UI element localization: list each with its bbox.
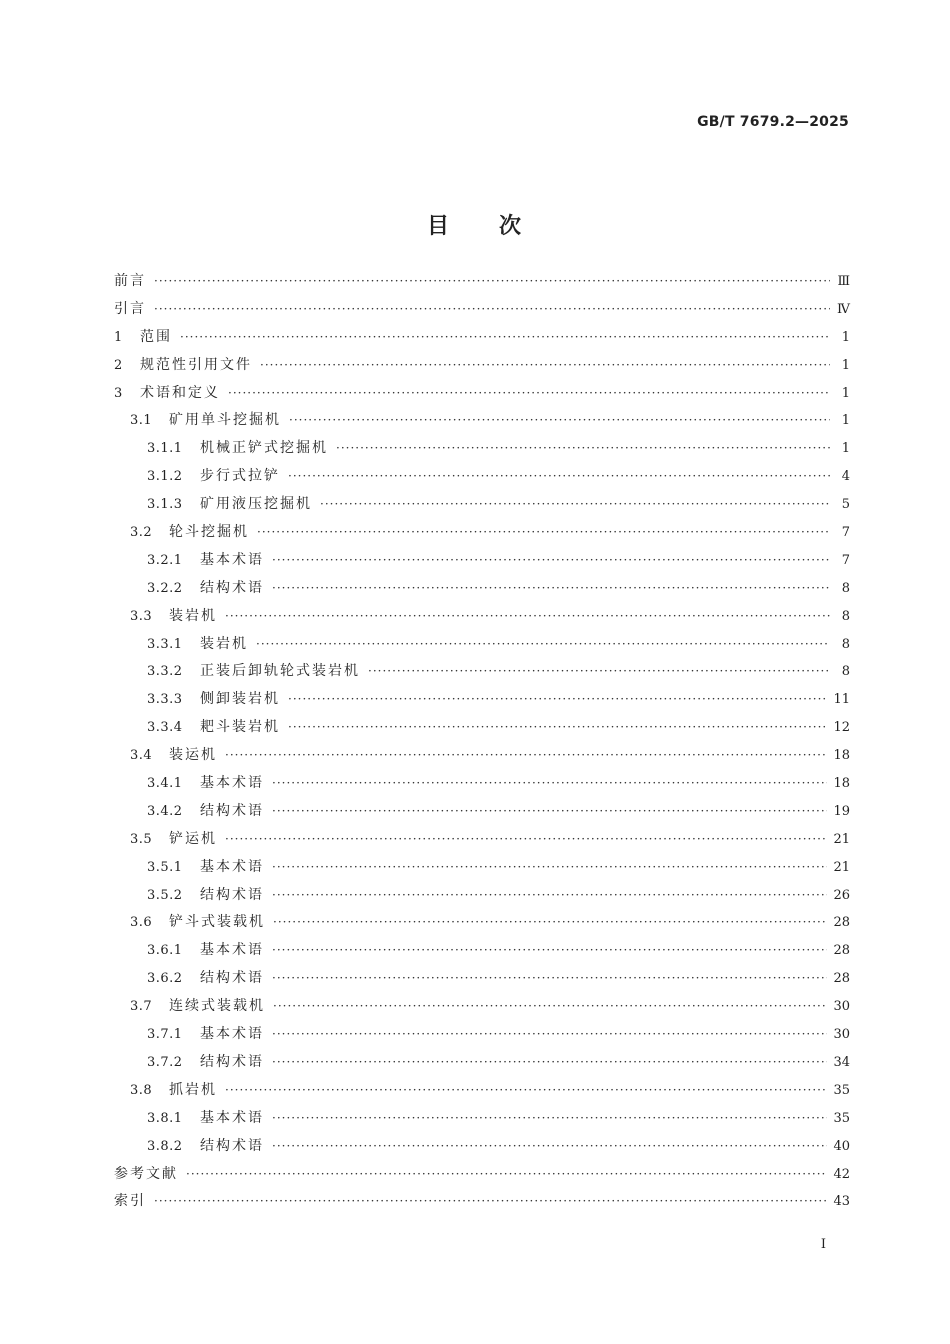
toc-entry[interactable]: [114, 856, 850, 884]
toc-entry[interactable]: [114, 549, 850, 577]
title-char-2: 次: [499, 213, 524, 239]
toc-entry-number: 3.6.1: [147, 943, 183, 959]
toc-entry-title: 基本术语: [200, 775, 264, 792]
toc-entry-title: 基本术语: [200, 1026, 264, 1043]
toc-entry-number: 3.2.1: [147, 552, 183, 568]
toc-dot-leader: [272, 804, 827, 818]
toc-entry-title: 结构术语: [200, 1053, 264, 1070]
toc-entry-title: 装岩机: [169, 607, 217, 624]
toc-entry-number: 2: [114, 357, 123, 373]
toc-dot-leader: [336, 441, 830, 455]
toc-entry-page: 35: [833, 1082, 850, 1098]
toc-dot-leader: [272, 888, 827, 902]
toc-entry-number: 3.4.1: [147, 776, 183, 792]
standard-code: GB/T 7679.2—2025: [697, 114, 849, 130]
toc-dot-leader: [272, 1111, 827, 1125]
toc-entry-page: 1: [841, 441, 850, 457]
toc-entry-number: 1: [114, 329, 123, 345]
toc-entry-title: 基本术语: [200, 1109, 264, 1126]
toc-entry-number: 3.8.2: [147, 1138, 183, 1154]
toc-entry-number: 3.1: [130, 413, 153, 429]
toc-entry-title: 侧卸装岩机: [200, 691, 280, 708]
toc-entry-number: 3.3.4: [147, 720, 183, 736]
toc-entry-page: 4: [841, 469, 850, 485]
toc-entry-title: 矿用液压挖掘机: [200, 496, 312, 513]
toc-entry-number: 3.3.1: [147, 636, 183, 652]
toc-entry-page: 30: [833, 999, 850, 1015]
toc-entry-page: 34: [833, 1054, 850, 1070]
toc-entry[interactable]: [114, 911, 850, 939]
toc-entry-page: 12: [833, 720, 850, 736]
toc-dot-leader: [154, 302, 830, 316]
toc-entry-page: 35: [833, 1110, 850, 1126]
toc-dot-leader: [272, 1027, 827, 1041]
toc-entry-page: 1: [841, 385, 850, 401]
toc-entry-number: 3.5.1: [147, 859, 183, 875]
toc-entry[interactable]: [114, 605, 850, 633]
toc-entry-title: 铲运机: [169, 830, 217, 847]
toc-entry[interactable]: [114, 1163, 850, 1191]
toc-entry-title: 抓岩机: [169, 1081, 217, 1098]
toc-dot-leader: [368, 664, 830, 678]
toc-entry[interactable]: [114, 800, 850, 828]
toc-entry[interactable]: [114, 409, 850, 437]
toc-entry-title: 装运机: [169, 747, 217, 764]
toc-entry[interactable]: [114, 354, 850, 382]
toc-entry-page: 1: [841, 329, 850, 345]
toc-entry-title: 前言: [114, 273, 146, 289]
toc-entry[interactable]: [114, 884, 850, 912]
title-char-1: 目: [426, 213, 451, 239]
toc-entry-page: 1: [841, 413, 850, 429]
toc-dot-leader: [272, 943, 827, 957]
toc-dot-leader: [272, 553, 830, 567]
toc-entry-page: 8: [841, 636, 850, 652]
toc-dot-leader: [256, 637, 830, 651]
table-of-contents: [114, 270, 850, 1218]
toc-dot-leader: [272, 971, 827, 985]
toc-entry[interactable]: [114, 967, 850, 995]
toc-entry[interactable]: [114, 995, 850, 1023]
toc-dot-leader: [272, 1055, 827, 1069]
toc-entry-number: 3.7.1: [147, 1027, 183, 1043]
toc-entry-number: 3.1.3: [147, 497, 183, 513]
toc-entry[interactable]: [114, 1190, 850, 1218]
toc-entry[interactable]: [114, 1023, 850, 1051]
toc-entry-number: 3.1.1: [147, 441, 183, 457]
toc-entry-title: 结构术语: [200, 886, 264, 903]
toc-entry-page: 28: [833, 943, 850, 959]
page-title: [0, 209, 950, 240]
toc-entry-title: 基本术语: [200, 942, 264, 959]
toc-entry-number: 3.6.2: [147, 971, 183, 987]
toc-entry-page: Ⅳ: [837, 301, 850, 317]
toc-entry-number: 3.2.2: [147, 580, 183, 596]
toc-entry-number: 3.2: [130, 525, 153, 541]
toc-entry-title: 参考文献: [114, 1165, 178, 1182]
toc-entry-page: 8: [841, 580, 850, 596]
toc-entry-title: 引言: [114, 300, 146, 317]
toc-entry-page: 30: [833, 1027, 850, 1043]
toc-entry-title: 范围: [140, 328, 172, 345]
toc-entry-title: 连续式装载机: [169, 998, 265, 1015]
toc-entry-title: 铲斗式装载机: [169, 914, 265, 931]
toc-entry[interactable]: [114, 493, 850, 521]
toc-entry[interactable]: [114, 577, 850, 605]
toc-entry-page: 8: [841, 608, 850, 624]
toc-entry-title: 结构术语: [200, 802, 264, 819]
toc-entry[interactable]: [114, 716, 850, 744]
toc-entry-title: 轮斗挖掘机: [169, 524, 249, 541]
toc-entry-page: 28: [833, 971, 850, 987]
toc-entry-number: 3.8: [130, 1082, 153, 1098]
toc-dot-leader: [154, 274, 830, 288]
toc-entry-number: 3.1.2: [147, 469, 183, 485]
toc-entry-page: Ⅲ: [837, 274, 850, 289]
toc-entry[interactable]: [114, 1135, 850, 1163]
toc-dot-leader: [289, 413, 830, 427]
toc-dot-leader: [288, 692, 827, 706]
toc-entry-page: 7: [841, 525, 850, 541]
toc-entry[interactable]: [114, 660, 850, 688]
toc-entry-page: 43: [833, 1194, 850, 1210]
toc-dot-leader: [225, 609, 830, 623]
toc-entry-page: 8: [841, 664, 850, 680]
toc-entry-title: 机械正铲式挖掘机: [200, 440, 328, 457]
toc-entry-number: 3.4: [130, 748, 153, 764]
toc-entry-title: 基本术语: [200, 858, 264, 875]
toc-entry-page: 1: [841, 357, 850, 373]
toc-dot-leader: [225, 748, 827, 762]
toc-entry-number: 3.3.3: [147, 692, 183, 708]
toc-entry-number: 3.5: [130, 831, 153, 847]
toc-entry-page: 5: [841, 497, 850, 513]
toc-dot-leader: [180, 330, 830, 344]
toc-dot-leader: [260, 358, 830, 372]
toc-entry-page: 26: [833, 887, 850, 903]
toc-dot-leader: [272, 776, 827, 790]
toc-dot-leader: [272, 1139, 827, 1153]
toc-entry[interactable]: [114, 939, 850, 967]
toc-entry-page: 18: [833, 776, 850, 792]
toc-entry-title: 术语和定义: [140, 384, 220, 401]
toc-entry-number: 3.3: [130, 608, 153, 624]
toc-entry-title: 矿用单斗挖掘机: [169, 412, 281, 429]
toc-dot-leader: [273, 999, 827, 1013]
toc-entry-page: 7: [841, 552, 850, 568]
toc-entry-number: 3.7.2: [147, 1054, 183, 1070]
toc-entry-number: 3.5.2: [147, 887, 183, 903]
toc-entry-page: 40: [833, 1138, 850, 1154]
toc-entry-number: 3.6: [130, 915, 153, 931]
toc-entry[interactable]: [114, 633, 850, 661]
toc-entry-page: 21: [833, 859, 850, 875]
toc-entry[interactable]: [114, 744, 850, 772]
toc-entry[interactable]: [114, 382, 850, 410]
toc-entry-title: 正装后卸轨轮式装岩机: [200, 663, 360, 680]
toc-entry-title: 规范性引用文件: [140, 356, 252, 373]
toc-dot-leader: [272, 581, 830, 595]
toc-dot-leader: [273, 915, 827, 929]
toc-entry-title: 耙斗装岩机: [200, 719, 280, 736]
toc-dot-leader: [272, 860, 827, 874]
toc-dot-leader: [257, 525, 830, 539]
toc-dot-leader: [288, 469, 830, 483]
toc-entry-title: 索引: [114, 1193, 146, 1210]
toc-entry[interactable]: [114, 521, 850, 549]
toc-entry-title: 结构术语: [200, 1137, 264, 1154]
toc-entry-number: 3.4.2: [147, 803, 183, 819]
toc-entry-title: 结构术语: [200, 970, 264, 987]
toc-dot-leader: [154, 1194, 827, 1208]
toc-entry[interactable]: [114, 772, 850, 800]
toc-entry-page: 11: [833, 692, 850, 708]
toc-entry[interactable]: [114, 270, 850, 298]
toc-dot-leader: [320, 497, 830, 511]
toc-entry-number: 3: [114, 385, 123, 401]
toc-dot-leader: [225, 832, 827, 846]
toc-entry[interactable]: [114, 465, 850, 493]
toc-entry[interactable]: [114, 326, 850, 354]
toc-entry-number: 3.3.2: [147, 664, 183, 680]
toc-dot-leader: [228, 386, 830, 400]
toc-dot-leader: [186, 1167, 827, 1181]
toc-entry-page: 18: [833, 748, 850, 764]
page-number: Ⅰ: [820, 1237, 826, 1252]
toc-entry[interactable]: [114, 298, 850, 326]
toc-entry[interactable]: [114, 1051, 850, 1079]
toc-entry[interactable]: [114, 688, 850, 716]
toc-dot-leader: [225, 1083, 827, 1097]
toc-entry[interactable]: [114, 1079, 850, 1107]
toc-entry-page: 42: [833, 1166, 850, 1182]
toc-entry-page: 21: [833, 831, 850, 847]
toc-entry-title: 装岩机: [200, 635, 248, 652]
toc-entry[interactable]: [114, 437, 850, 465]
toc-entry-page: 19: [833, 803, 850, 819]
toc-entry[interactable]: [114, 1107, 850, 1135]
toc-entry-title: 步行式拉铲: [200, 468, 280, 485]
toc-entry-page: 28: [833, 915, 850, 931]
toc-entry-title: 结构术语: [200, 579, 264, 596]
toc-entry-number: 3.8.1: [147, 1110, 183, 1126]
toc-dot-leader: [288, 720, 827, 734]
toc-entry-number: 3.7: [130, 999, 153, 1015]
toc-entry-title: 基本术语: [200, 551, 264, 568]
toc-entry[interactable]: [114, 828, 850, 856]
